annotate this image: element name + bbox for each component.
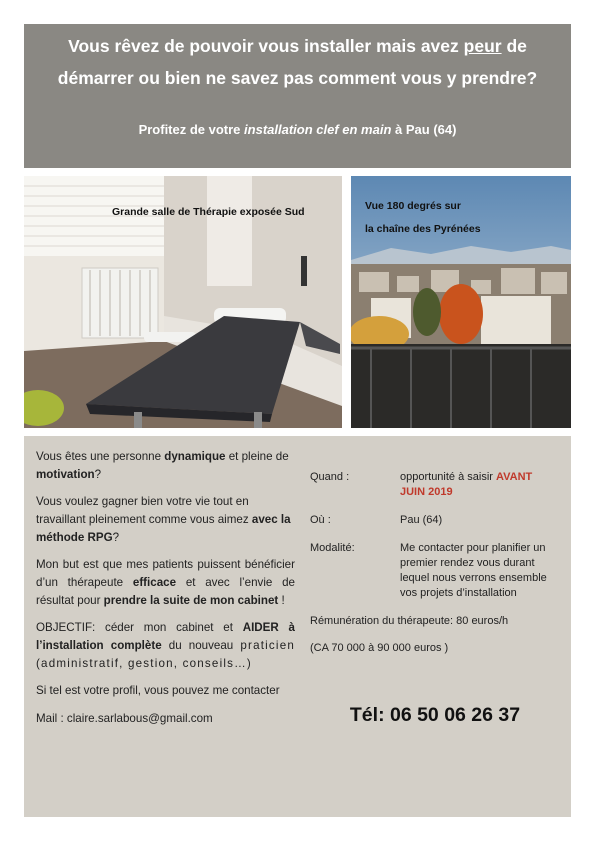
contact-email: Mail : claire.sarlabous@gmail.com bbox=[36, 712, 213, 725]
subtitle-text: Profitez de votre bbox=[138, 122, 245, 137]
description-column bbox=[36, 448, 295, 737]
bold-dynamique: dynamique bbox=[164, 450, 226, 463]
view-photo bbox=[351, 176, 571, 428]
row-ou bbox=[310, 513, 560, 528]
text: OBJECTIF: céder mon cabinet et bbox=[36, 621, 243, 634]
headline-text: Vous rêvez de pouvoir vous installer mais avez bbox=[68, 36, 464, 56]
details-column bbox=[310, 470, 560, 656]
label-ou: Où : bbox=[310, 514, 331, 526]
text: Mon but est que mes patients puissent bénéficier d’un thérapeute bbox=[36, 558, 295, 589]
header-banner bbox=[24, 24, 571, 168]
deadline-highlight: AVANT JUIN 2019 bbox=[400, 471, 533, 498]
headline-line-2: démarrer ou bien ne savez pas comment vous y prendre? bbox=[57, 68, 538, 88]
bold-efficace: efficace bbox=[132, 576, 177, 589]
subtitle-emphasis: installation clef en main bbox=[244, 122, 392, 137]
value-modalite: Me contacter pour planifier un premier rendez vous durant lequel nous verrons ensemble vos projets d’installation bbox=[400, 542, 547, 599]
headline-peur: peur bbox=[463, 36, 502, 56]
subtitle-location: à Pau (64) bbox=[391, 122, 457, 137]
value-quand bbox=[400, 470, 560, 500]
text: opportunité à saisir bbox=[400, 471, 496, 483]
info-panel bbox=[24, 436, 571, 817]
text: du nouveau bbox=[161, 639, 241, 652]
chiffre-affaires: (CA 70 000 à 90 000 euros ) bbox=[310, 642, 449, 654]
value-ou: Pau (64) bbox=[400, 514, 443, 526]
paragraph-contact: Si tel est votre profil, vous pouvez me contacter bbox=[36, 684, 280, 697]
therapy-room-photo bbox=[24, 176, 342, 428]
label-modalite: Modalité: bbox=[310, 542, 355, 554]
bold-aider: AIDER à l’installation complète bbox=[36, 621, 295, 652]
text-praticien: praticien (administratif, gestion, conseils…) bbox=[36, 639, 295, 670]
text: et pleine de bbox=[225, 450, 289, 463]
photo-caption-view-line-2: la chaîne des Pyrénées bbox=[365, 223, 481, 235]
photo-caption-view-line-1: Vue 180 degrés sur bbox=[365, 200, 461, 212]
headline-line-1 bbox=[24, 36, 571, 56]
paragraph-method bbox=[36, 493, 295, 547]
text: Vous êtes une personne bbox=[36, 450, 165, 463]
text: et avec l’envie de résultat pour bbox=[36, 576, 295, 607]
label-quand: Quand : bbox=[310, 471, 350, 483]
bold-motivation: motivation bbox=[36, 468, 95, 481]
text: ! bbox=[278, 594, 285, 607]
bold-suite-cabinet: prendre la suite de mon cabinet bbox=[103, 594, 279, 607]
row-quand bbox=[310, 470, 560, 500]
phone-number[interactable]: Tél: 06 50 06 26 37 bbox=[349, 704, 521, 726]
pyrenees-view-image bbox=[351, 176, 571, 428]
paragraph-profile bbox=[36, 448, 295, 484]
text: ? bbox=[112, 531, 120, 544]
remuneration: Rémunération du thérapeute: 80 euros/h bbox=[310, 615, 509, 627]
bold-methode-rpg: avec la méthode RPG bbox=[36, 513, 291, 544]
text: Vous voulez gagner bien votre vie tout en travaillant pleinement comme vous aimez bbox=[36, 495, 252, 526]
headline-text-end: de bbox=[501, 36, 527, 56]
text: ? bbox=[94, 468, 102, 481]
paragraph-objective bbox=[36, 619, 295, 673]
header-subtitle bbox=[24, 122, 571, 137]
paragraph-goal bbox=[36, 556, 295, 610]
row-modalite bbox=[310, 541, 560, 601]
photo-caption-room: Grande salle de Thérapie exposée Sud bbox=[112, 206, 305, 218]
